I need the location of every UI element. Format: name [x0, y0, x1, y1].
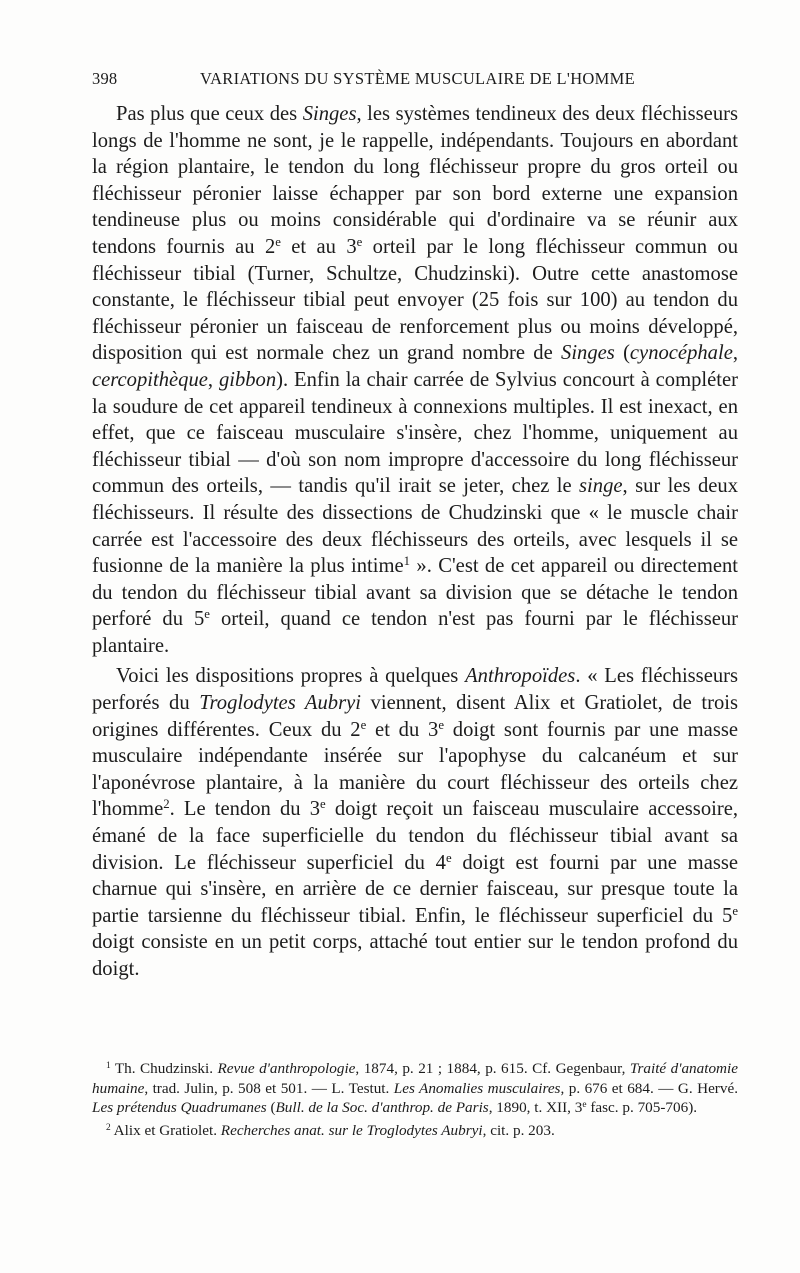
p2-superscript: e [445, 850, 452, 865]
fn1-italic: Les prétendus Quadrumanes [92, 1099, 267, 1117]
p1-text: , [732, 342, 738, 365]
p1-superscript: e [204, 607, 210, 622]
p1-text: orteil par le long fléchisseur commun ou fléchisseur tibial (Turner, Schultze, Chudzinski). Outre cette anastomose constante, le fléchisseur tibial peut envoyer (25 fois sur 100) au tendon du fléchisseur péronier un faisceau de renforcement plus ou moins développé, disposition qui est normale chez un grand nombre de [92, 235, 738, 365]
fn1-text: , p. 676 et 684. — G. Hervé. [560, 1079, 738, 1097]
p2-text: doigt consiste en un petit corps, attaché tout entier sur le tendon profond du doigt. [92, 931, 738, 980]
fn1-text: , 1874, p. 21 ; 1884, p. 615. Cf. Gegenbaur, [355, 1060, 630, 1077]
p1-italic: Singes [302, 103, 357, 125]
p1-text: ). Enfin la chair carrée de Sylvius concourt à compléter la soudure de cet appareil tendineux à connexions multiples. Il est inexact, en effet, que ce faisceau musculaire s'insère, chez l'homme, uniquement au fléchisseur tibial — d'où son nom impropre d'accessoire du long fléchisseur commun des orteils, — tandis qu'il irait se jeter, chez le [92, 368, 739, 498]
footnotes [92, 1059, 738, 1143]
p1-text: Pas plus que ceux des [116, 103, 303, 125]
fn1-text: , trad. Julin, p. 508 et 501. — L. Testut. [144, 1079, 394, 1097]
fn1-italic: Les Anomalies musculaires [393, 1079, 561, 1097]
p1-text: , [207, 368, 219, 391]
p2-text: Voici les dispositions propres à quelques [116, 665, 466, 688]
p2-text: doigt est fourni par une masse charnue qui s'insère, en arrière de ce dernier faisceau, sur presque toute la partie tarsienne du fléchisseur tibial. Enfin, le fléchisseur superficiel du 5 [92, 851, 738, 927]
p2-text: doigt sont fournis par une masse musculaire indépendante insérée sur l'apophyse du calcanéum et sur l'aponévrose plantaire, à la manière du court fléchisseur des orteils chez l'homme [92, 718, 738, 821]
fn1-italic: Bull. de la Soc. d'anthrop. de Paris [275, 1099, 489, 1117]
p2-text: viennent, disent Alix et Gratiolet, de trois origines différentes. Ceux du 2 [92, 692, 738, 741]
paragraph-2 [92, 663, 738, 982]
p2-superscript: e [438, 717, 445, 732]
p1-italic: cynocéphale [629, 342, 733, 365]
p1-italic: Singes [561, 342, 615, 365]
p1-superscript: e [356, 234, 363, 249]
p1-text: ». C'est de cet appareil ou directement du tendon du fléchisseur tibial avant sa division que se détache le tendon perforé du 5 [92, 555, 739, 631]
p2-superscript: e [360, 717, 367, 732]
fn2-text: , cit. p. 203. [482, 1121, 555, 1139]
footnote-1 [92, 1059, 738, 1118]
footnote-ref-2[interactable]: 2 [163, 797, 170, 812]
fn2-text: Alix et Gratiolet. [110, 1121, 221, 1139]
p2-superscript: e [320, 797, 326, 812]
fn1-italic: Traité d'anatomie humaine [92, 1060, 738, 1097]
p2-text: doigt reçoit un faisceau musculaire accessoire, émané de la face superficielle du tendon du fléchisseur tibial avant sa division. Le fléchisseur superficiel du 4 [92, 798, 738, 874]
p1-text: , les systèmes tendineux des deux fléchisseurs longs de l'homme ne sont, je le rappelle, indépendants. Toujours en abordant la région plantaire, le tendon du long fléchisseur propre du gros orteil ou fléchisseur péronier laisse échapper par son bord externe une expansion tendineuse plus ou moins considérable qui d'ordinaire va se réunir aux tendons fournis au 2 [92, 103, 738, 258]
footnote-mark: 1 [106, 1060, 111, 1071]
p2-text: et du 3 [366, 718, 439, 741]
p2-italic: Troglodytes Aubryi [199, 692, 361, 715]
p2-text: . « Les fléchisseurs perforés du [92, 665, 739, 715]
p1-superscript: e [275, 234, 281, 249]
body-text [92, 101, 738, 987]
footnote-2 [92, 1121, 738, 1141]
fn1-text: fasc. p. 705-706). [586, 1099, 698, 1117]
running-title: VARIATIONS DU SYSTÈME MUSCULAIRE DE L'HOMME [200, 69, 635, 88]
running-head [92, 69, 742, 95]
paragraph-1 [92, 101, 738, 659]
p1-italic: gibbon [218, 368, 277, 391]
p2-superscript: e [732, 903, 738, 918]
fn1-text: Th. Chudzinski. [110, 1060, 218, 1077]
p1-italic: cercopithèque [92, 368, 208, 391]
fn1-text: , 1890, t. XII, 3 [488, 1099, 583, 1117]
p1-text: ( [614, 342, 630, 365]
footnote-ref-1[interactable]: 1 [403, 554, 411, 569]
p2-italic: Anthropoïdes [465, 665, 576, 688]
footnote-mark: 2 [106, 1122, 111, 1133]
page-number: 398 [92, 69, 118, 88]
fn1-superscript: e [582, 1100, 587, 1111]
p1-text: et au 3 [280, 235, 357, 258]
p1-text: , sur les deux fléchisseurs. Il résulte des dissections de Chudzinski que « le muscle chair carrée est l'accessoire des deux fléchisseurs des orteils, avec lesquels il se fusionne de la manière la plus intime [92, 475, 738, 578]
fn1-text: ( [266, 1099, 276, 1117]
p1-text: orteil, quand ce tendon n'est pas fourni par le fléchisseur plantaire. [92, 608, 738, 657]
p1-italic: singe [579, 475, 623, 498]
fn2-italic: Recherches anat. sur le Troglodytes Aubryi [220, 1121, 483, 1139]
fn1-italic: Revue d'anthropologie [217, 1060, 356, 1077]
p2-text: . Le tendon du 3 [169, 798, 321, 821]
